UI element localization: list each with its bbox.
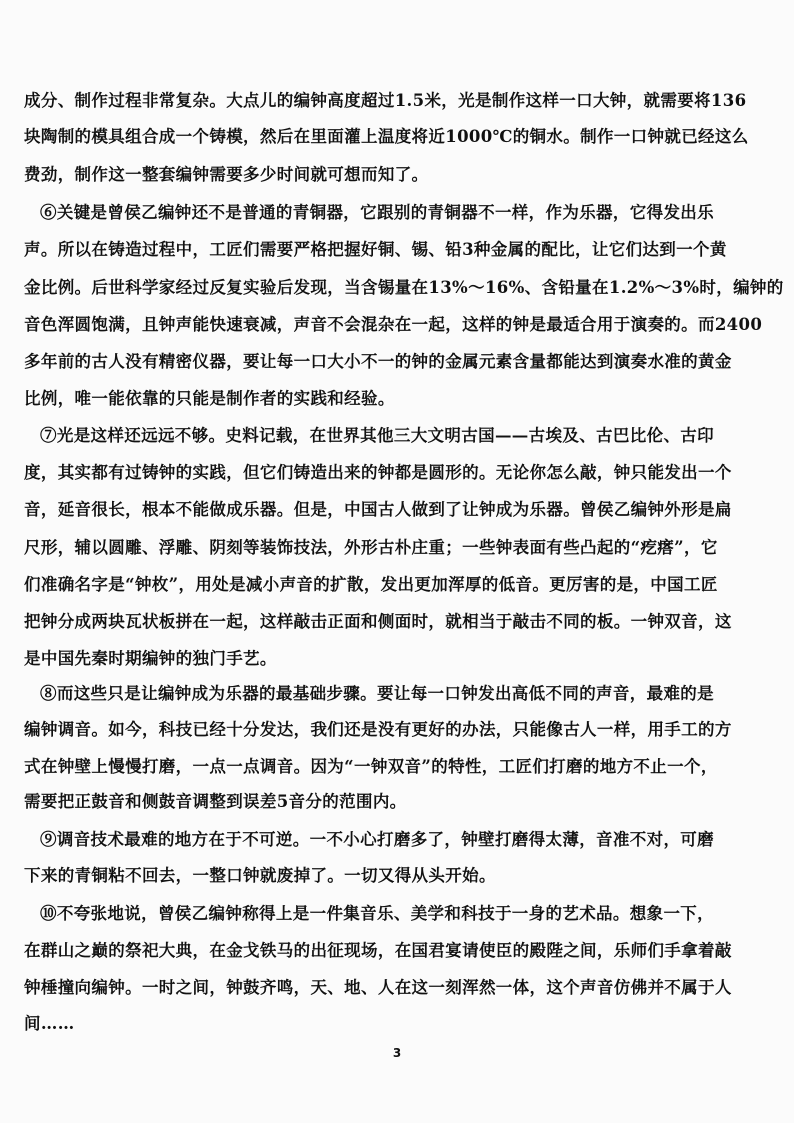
text-line: 声。所以在铸造过程中，工匠们需要严格把握好铜、锡、铅3种金属的配比，让它们达到一个黄 bbox=[24, 240, 727, 259]
text-line: 尺形，辅以圆雕、浮雕、阴刻等装饰技法，外形古朴庄重；一些钟表面有些凸起的“疙瘩”，它 bbox=[24, 538, 718, 557]
text-line: 费劲，制作这一整套编钟需要多少时间就可想而知了。 bbox=[24, 165, 429, 184]
text-line: 块陶制的模具组合成一个铸模，然后在里面灌上温度将近1000℃的铜水。制作一口钟就已经这么 bbox=[24, 127, 749, 146]
text-line: 式在钟壁上慢慢打磨，一点一点调音。因为“一钟双音”的特性，工匠们打磨的地方不止一个， bbox=[24, 757, 718, 776]
text-line: 音色浑圆饱满，且钟声能快速衰减，声音不会混杂在一起，这样的钟是最适合用于演奏的。而2400 bbox=[24, 315, 763, 334]
text-line: 度，其实都有过铸钟的实践，但它们铸造出来的钟都是圆形的。无论你怎么敲，钟只能发出一个 bbox=[24, 463, 732, 482]
text-line: 多年前的古人没有精密仪器，要让每一口大小不一的钟的金属元素含量都能达到演奏水准的黄金 bbox=[24, 352, 732, 371]
text-line: 成分、制作过程非常复杂。大点儿的编钟高度超过1.5米，光是制作这样一口大钟，就需要将136 bbox=[24, 91, 747, 110]
paragraph-9-start: ⑨调音技术最难的地方在于不可逆。一不小心打磨多了，钟壁打磨得太薄，音准不对，可磨 bbox=[40, 830, 714, 849]
text-line: 是中国先秦时期编钟的独门手艺。 bbox=[24, 649, 277, 668]
paragraph-7-start: ⑦光是这样还远远不够。史料记载，在世界其他三大文明古国——古埃及、古巴比伦、古印 bbox=[40, 426, 714, 445]
text-line: 在群山之巅的祭祀大典，在金戈铁马的出征现场，在国君宴请使臣的殿陛之间，乐师们手拿着敲 bbox=[24, 941, 732, 960]
paragraph-8-start: ⑧而这些只是让编钟成为乐器的最基础步骤。要让每一口钟发出高低不同的声音，最难的是 bbox=[40, 684, 714, 703]
paragraph-6-start: ⑥关键是曾侯乙编钟还不是普通的青铜器，它跟别的青铜器不一样，作为乐器，它得发出乐 bbox=[40, 203, 714, 222]
text-line: 需要把正鼓音和侧鼓音调整到误差5音分的范围内。 bbox=[24, 792, 407, 811]
paragraph-10-start: ⑩不夸张地说，曾侯乙编钟称得上是一件集音乐、美学和科技于一身的艺术品。想象一下， bbox=[40, 904, 714, 923]
text-line: 们准确名字是“钟枚”，用处是减小声音的扩散，发出更加浑厚的低音。更厉害的是，中国工匠 bbox=[24, 575, 718, 594]
text-line: 间…… bbox=[24, 1014, 75, 1033]
text-line: 把钟分成两块瓦状板拼在一起，这样敲击正面和侧面时，就相当于敲击不同的板。一钟双音，这 bbox=[24, 612, 732, 631]
page-number: 3 bbox=[392, 1046, 402, 1060]
text-line: 下来的青铜粘不回去，一整口钟就废掉了。一切又得从头开始。 bbox=[24, 866, 496, 885]
text-line: 金比例。后世科学家经过反复实验后发现，当含锡量在13%～16%、含铅量在1.2%～3%时，编钟的 bbox=[24, 278, 784, 297]
text-line: 钟棰撞向编钟。一时之间，钟鼓齐鸣，天、地、人在这一刻浑然一体，这个声音仿佛并不属于人 bbox=[24, 978, 732, 997]
text-line: 编钟调音。如今，科技已经十分发达，我们还是没有更好的办法，只能像古人一样，用手工的方 bbox=[24, 720, 732, 739]
text-line: 音，延音很长，根本不能做成乐器。但是，中国古人做到了让钟成为乐器。曾侯乙编钟外形是扁 bbox=[24, 500, 732, 519]
text-line: 比例，唯一能依靠的只能是制作者的实践和经验。 bbox=[24, 389, 395, 408]
